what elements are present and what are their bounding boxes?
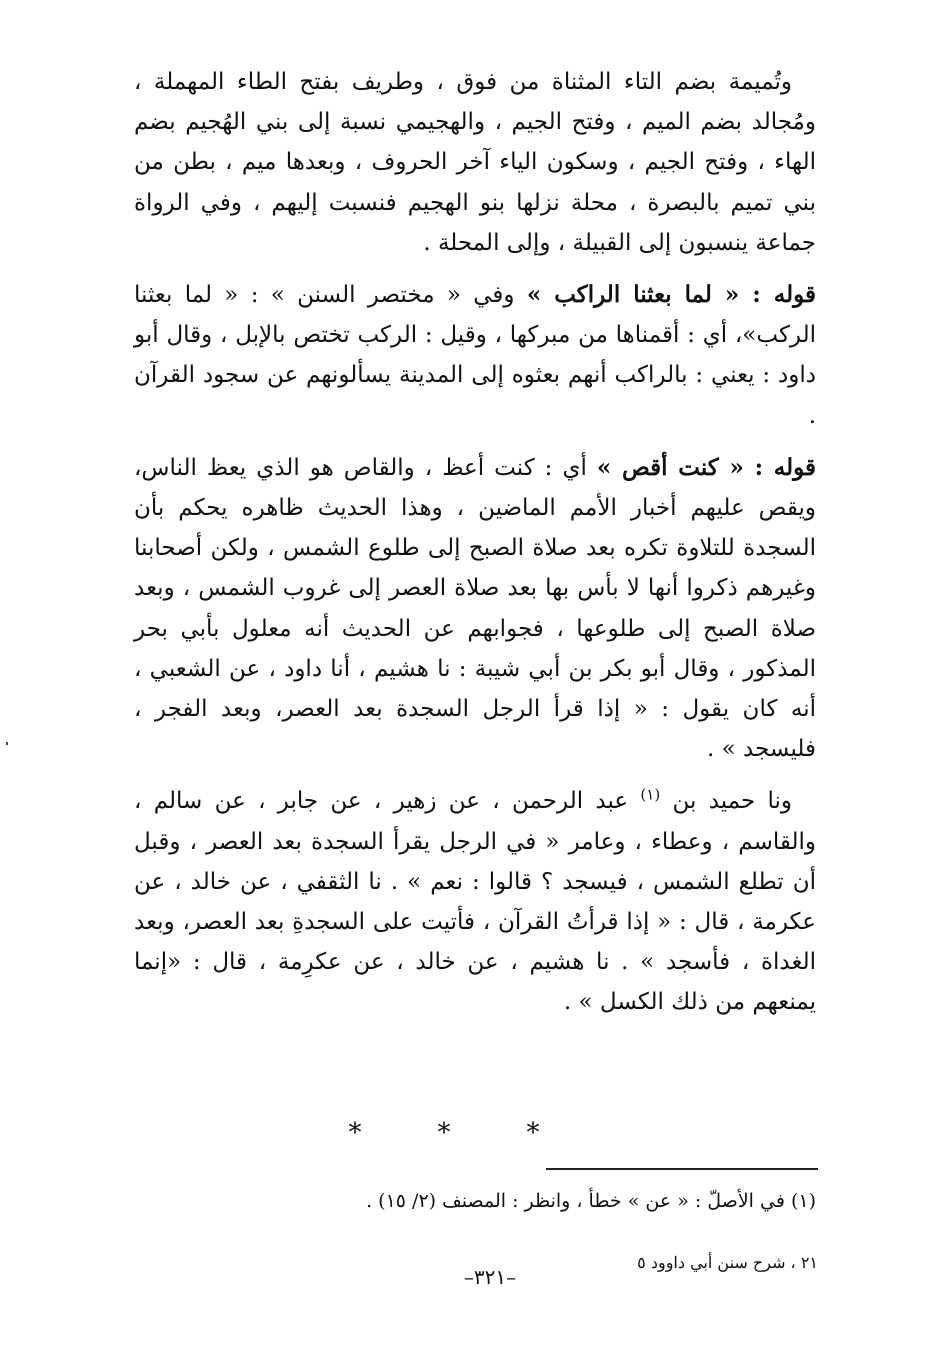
asterisk-ornament-2: * [437, 1118, 491, 1148]
running-title: ٢١ ، شرح سنن أبي داوود ٥ [637, 1253, 818, 1272]
asterisk-ornament-1: * [348, 1118, 402, 1148]
main-text-block [134, 62, 816, 1023]
paragraph-1 [134, 62, 816, 263]
asterisk-ornament-3: * [526, 1118, 580, 1148]
paragraph-4-text: عبد الرحمن ، عن زهير ، عن جابر ، عن سالم ، والقاسم ، وعطاء ، وعامر « في الرجل يقرأ السجدة بعد العصر ، وقبل أن تطلع الشمس ، فيسجد ؟ قالوا : نعم » . نا الثقفي ، عن خالد ، عن عكرمة ، قال : « إذا قرأتُ القرآن ، فأتيت على السجدةِ بعد العصر، وبعد الغداة ، فأسجد » . نا هشيم ، عن خالد ، عن عكرِمة ، قال : «إنما يمنعهم من ذلك الكسل » . [134, 788, 816, 1016]
paragraph-2 [134, 275, 816, 436]
scan-speck [6, 742, 8, 745]
paragraph-4-start: ونا حميد بن [672, 788, 793, 815]
paragraph-3-text: أي : كنت أعظ ، والقاص هو الذي يعظ الناس، ويقص عليهم أخبار الأمم الماضين ، وهذا الحديث ظاهره يحكم بأن السجدة للتلاوة تكره بعد صلاة الصبح إلى طلوع الشمس ، ولكن أصحابنا وغيرهم ذكروا أنها لا بأس بها بعد صلاة العصر إلى غروب الشمس ، وبعد صلاة الصبح إلى طلوعها ، فجوابهم عن الحديث أنه معلول بأبي بحر المذكور ، وقال أبو بكر بن أبي شيبة : نا هشيم ، أنا داود ، عن الشعبي ، أنه كان يقول : « إذا قرأ الرجل السجدة بعد العصر، وبعد الفجر ، فليسجد » . [134, 454, 816, 763]
page-number: –٣٢١– [463, 1265, 517, 1289]
footnote-reference[interactable]: (١) [640, 785, 661, 804]
footnote: (١) في الأصلّ : « عن » خطأ ، وانظر : المصنف (٢/ ١٥) . [366, 1190, 816, 1212]
footnote-divider [546, 1168, 818, 1170]
paragraph-3 [134, 448, 816, 770]
paragraph-2-lead: قوله : « لما بعثنا الراكب » [526, 281, 816, 309]
section-ornament [0, 1118, 928, 1148]
paragraph-1-text: وتُميمة بضم التاء المثناة من فوق ، وطريف بفتح الطاء المهملة ، ومُجالد بضم الميم ، وفتح الجيم ، والهجيمي نسبة إلى بني الهُجيم بضم الهاء ، وفتح الجيم ، وسكون الياء آخر الحروف ، وبعدها ميم ، بطن من بني تميم بالبصرة ، محلة نزلها بنو الهجيم فنسبت إليهم ، وفي الرواة جماعة ينسبون إلى القبيلة ، وإلى المحلة . [134, 69, 816, 256]
paragraph-4 [134, 781, 816, 1022]
paragraph-2-text: وفي « مختصر السنن » : « لما بعثنا الركب»، أي : أقمناها من مبركها ، وقيل : الركب تختص بالإبل ، وقال أبو داود : يعني : بالراكب أنهم بعثوه إلى المدينة يسألونهم عن سجود القرآن . [134, 282, 816, 429]
paragraph-3-lead: قوله : « كنت أقص » [596, 453, 817, 481]
